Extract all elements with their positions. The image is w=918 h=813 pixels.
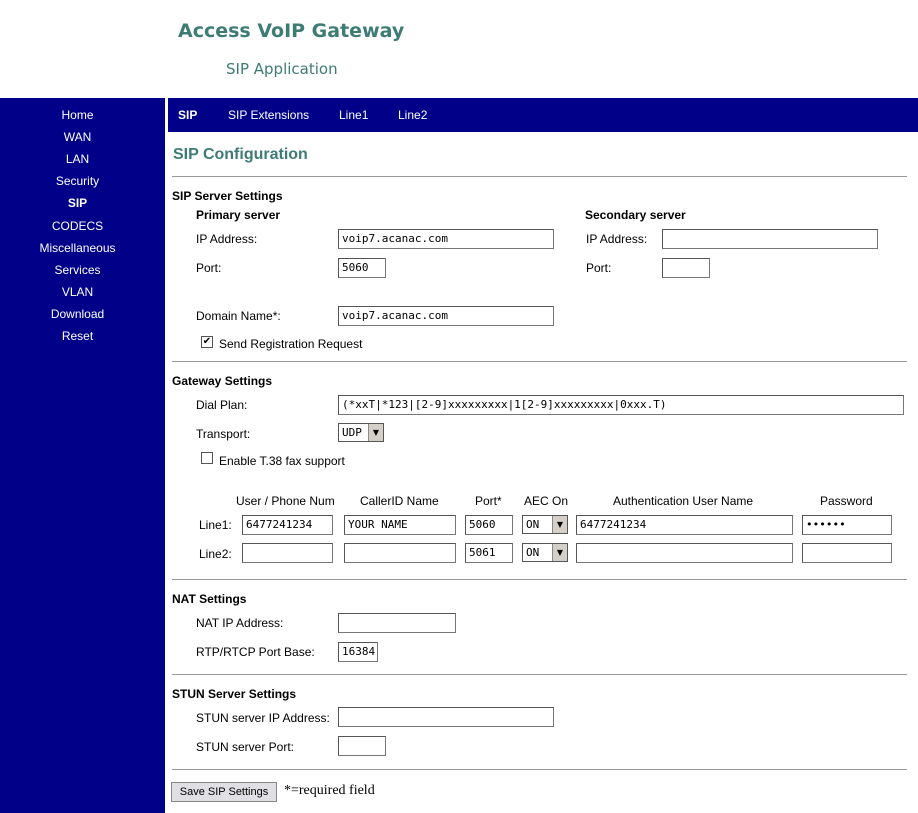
stun-ip-label: STUN server IP Address:	[196, 711, 330, 725]
line1-aec-value: ON	[526, 518, 540, 531]
divider	[172, 176, 907, 177]
tab-sip-extensions[interactable]: SIP Extensions	[228, 108, 310, 122]
nat-ip-label: NAT IP Address:	[196, 616, 284, 630]
top-nav	[168, 98, 918, 132]
required-field-note: *=required field	[284, 783, 375, 798]
sidebar-item-download[interactable]: Download	[50, 307, 105, 321]
col-aec: AEC On	[524, 494, 569, 508]
secondary-server-heading: Secondary server	[585, 208, 686, 222]
line1-callerid-input[interactable]: YOUR NAME	[344, 515, 456, 535]
sip-server-heading: SIP Server Settings	[172, 189, 283, 203]
divider	[172, 579, 907, 580]
chevron-down-icon: ▼	[552, 516, 567, 533]
sidebar-item-security[interactable]: Security	[55, 174, 100, 188]
rtp-port-base-label: RTP/RTCP Port Base:	[196, 645, 315, 659]
col-password: Password	[820, 494, 873, 508]
transport-value: UDP	[342, 426, 362, 439]
line2-label: Line2:	[199, 547, 232, 561]
stun-heading: STUN Server Settings	[172, 687, 297, 701]
line2-callerid-input[interactable]	[344, 543, 456, 563]
line2-port-input[interactable]: 5061	[465, 543, 513, 563]
divider	[172, 674, 907, 675]
tab-sip[interactable]: SIP	[178, 108, 198, 122]
rtp-port-base-input[interactable]: 16384	[338, 642, 378, 662]
primary-server-heading: Primary server	[196, 208, 281, 222]
send-registration-checkbox[interactable]: ✔	[202, 336, 212, 347]
dial-plan-label: Dial Plan:	[196, 398, 248, 412]
line1-password-input[interactable]: ••••••	[802, 515, 892, 535]
sidebar-item-vlan[interactable]: VLAN	[61, 285, 94, 299]
divider	[172, 769, 907, 770]
sidebar-item-codecs[interactable]: CODECS	[51, 219, 104, 233]
app-title: Access VoIP Gateway	[178, 20, 405, 42]
col-callerid: CallerID Name	[360, 494, 439, 508]
line2-password-input[interactable]	[802, 543, 892, 563]
send-registration-label: Send Registration Request	[219, 337, 363, 351]
primary-port-label: Port:	[196, 261, 222, 275]
col-auth-user: Authentication User Name	[613, 494, 754, 508]
dial-plan-input[interactable]: (*xxT|*123|[2-9]xxxxxxxxx|1[2-9]xxxxxxxxx|0xxx.T)	[338, 395, 904, 415]
line1-label: Line1:	[199, 518, 232, 532]
line2-aec-select[interactable]	[522, 543, 568, 562]
transport-label: Transport:	[196, 427, 251, 441]
primary-port-input[interactable]: 5060	[338, 258, 386, 278]
page-title: SIP Configuration	[173, 146, 308, 163]
app-subtitle: SIP Application	[226, 60, 338, 78]
sidebar-item-services[interactable]: Services	[54, 263, 101, 277]
sidebar-item-lan[interactable]: LAN	[65, 152, 90, 166]
line2-aec-value: ON	[526, 546, 540, 559]
divider	[172, 361, 907, 362]
line1-port-input[interactable]: 5060	[465, 515, 513, 535]
col-user-phone: User / Phone Num	[236, 494, 335, 508]
t38-fax-label: Enable T.38 fax support	[219, 454, 345, 468]
domain-name-input[interactable]: voip7.acanac.com	[338, 306, 554, 326]
nat-heading: NAT Settings	[172, 592, 247, 606]
tab-line1[interactable]: Line1	[339, 108, 369, 122]
secondary-port-input[interactable]	[662, 258, 710, 278]
secondary-ip-input[interactable]	[662, 229, 878, 249]
chevron-down-icon: ▼	[368, 424, 383, 441]
domain-name-label: Domain Name*:	[196, 309, 281, 323]
stun-port-input[interactable]	[338, 736, 386, 756]
gateway-heading: Gateway Settings	[172, 374, 273, 388]
line1-aec-select[interactable]	[522, 515, 568, 534]
sidebar-item-sip[interactable]: SIP	[67, 196, 88, 210]
secondary-ip-label: IP Address:	[586, 232, 648, 246]
t38-fax-checkbox[interactable]	[201, 452, 213, 464]
sidebar	[0, 98, 165, 813]
col-port: Port*	[475, 494, 502, 508]
line2-auth-user-input[interactable]	[576, 543, 793, 563]
transport-select[interactable]	[338, 423, 384, 442]
line2-user-input[interactable]	[242, 543, 333, 563]
sidebar-item-wan[interactable]: WAN	[63, 130, 92, 144]
sidebar-item-home[interactable]: Home	[61, 108, 94, 122]
primary-ip-input[interactable]: voip7.acanac.com	[338, 229, 554, 249]
tab-line2[interactable]: Line2	[398, 108, 428, 122]
line1-user-input[interactable]: 6477241234	[242, 515, 333, 535]
primary-ip-label: IP Address:	[196, 232, 258, 246]
nat-ip-input[interactable]	[338, 613, 456, 633]
secondary-port-label: Port:	[586, 261, 612, 275]
line1-auth-user-input[interactable]: 6477241234	[576, 515, 793, 535]
stun-port-label: STUN server Port:	[196, 740, 295, 754]
save-sip-settings-button[interactable]: Save SIP Settings	[171, 782, 277, 802]
chevron-down-icon: ▼	[552, 544, 567, 561]
stun-ip-input[interactable]	[338, 707, 554, 727]
sidebar-item-reset[interactable]: Reset	[61, 329, 94, 343]
sidebar-item-miscellaneous[interactable]: Miscellaneous	[39, 241, 116, 255]
